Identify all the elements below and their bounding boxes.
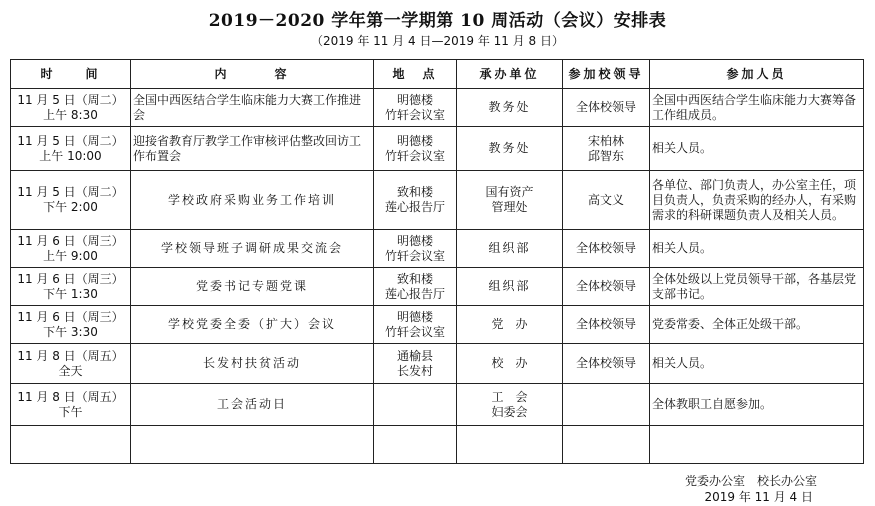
cell-content: 长发村扶贫活动 bbox=[131, 344, 374, 384]
cell-time bbox=[11, 426, 131, 464]
cell-organizer: 教务处 bbox=[457, 89, 563, 127]
cell-time: 11 月 5 日（周二） 下午 2:00 bbox=[11, 171, 131, 230]
cell-content: 工会活动日 bbox=[131, 384, 374, 426]
table-row bbox=[11, 127, 864, 171]
cell-organizer: 国有资产 管理处 bbox=[457, 171, 563, 230]
table-row-empty bbox=[11, 426, 864, 464]
cell-location: 致和楼 莲心报告厅 bbox=[374, 171, 457, 230]
cell-content: 学校政府采购业务工作培训 bbox=[131, 171, 374, 230]
cell-content: 学校党委全委（扩大）会议 bbox=[131, 306, 374, 344]
issuing-office: 党委办公室 校长办公室 bbox=[684, 474, 817, 488]
cell-content: 全国中西医结合学生临床能力大赛工作推进会 bbox=[131, 89, 374, 127]
cell-location: 明德楼 竹轩会议室 bbox=[374, 306, 457, 344]
cell-leaders: 全体校领导 bbox=[563, 230, 650, 268]
cell-location: 致和楼 莲心报告厅 bbox=[374, 268, 457, 306]
cell-location: 明德楼 竹轩会议室 bbox=[374, 127, 457, 171]
column-header-leaders: 参加校领导 bbox=[563, 60, 650, 89]
table-header-row bbox=[11, 60, 864, 89]
cell-leaders bbox=[563, 426, 650, 464]
cell-time: 11 月 8 日（周五） 下午 bbox=[11, 384, 131, 426]
table-row bbox=[11, 268, 864, 306]
cell-attendees: 全体处级以上党员领导干部，各基层党支部书记。 bbox=[650, 268, 864, 306]
cell-location: 通榆县 长发村 bbox=[374, 344, 457, 384]
cell-attendees: 相关人员。 bbox=[650, 127, 864, 171]
cell-leaders: 全体校领导 bbox=[563, 306, 650, 344]
cell-organizer: 组织部 bbox=[457, 268, 563, 306]
cell-organizer: 工 会 妇委会 bbox=[457, 384, 563, 426]
column-header-attendees: 参加人员 bbox=[650, 60, 864, 89]
cell-location: 明德楼 竹轩会议室 bbox=[374, 230, 457, 268]
cell-organizer bbox=[457, 426, 563, 464]
table-row bbox=[11, 306, 864, 344]
cell-attendees bbox=[650, 426, 864, 464]
cell-attendees: 全国中西医结合学生临床能力大赛筹备工作组成员。 bbox=[650, 89, 864, 127]
schedule-table bbox=[10, 59, 864, 464]
table-row bbox=[11, 89, 864, 127]
cell-content: 党委书记专题党课 bbox=[131, 268, 374, 306]
column-header-location: 地 点 bbox=[374, 60, 457, 89]
cell-attendees: 各单位、部门负责人，办公室主任，项目负责人，负责采购的经办人，有采购需求的科研课题负责人及相关人员。 bbox=[650, 171, 864, 230]
cell-content: 学校领导班子调研成果交流会 bbox=[131, 230, 374, 268]
cell-attendees: 党委常委、全体正处级干部。 bbox=[650, 306, 864, 344]
cell-leaders: 高文义 bbox=[563, 171, 650, 230]
cell-leaders: 全体校领导 bbox=[563, 268, 650, 306]
cell-content: 迎接省教育厅教学工作审核评估整改回访工作布置会 bbox=[131, 127, 374, 171]
cell-location bbox=[374, 426, 457, 464]
cell-time: 11 月 6 日（周三） 上午 9:00 bbox=[11, 230, 131, 268]
page-title: 2019－2020 学年第一学期第 10 周活动（会议）安排表 bbox=[208, 11, 667, 31]
cell-organizer: 教务处 bbox=[457, 127, 563, 171]
cell-organizer: 党 办 bbox=[457, 306, 563, 344]
cell-leaders: 全体校领导 bbox=[563, 89, 650, 127]
cell-organizer: 校 办 bbox=[457, 344, 563, 384]
column-header-time: 时 间 bbox=[11, 60, 131, 89]
column-header-content: 内 容 bbox=[131, 60, 374, 89]
column-header-organizer: 承办单位 bbox=[457, 60, 563, 89]
cell-time: 11 月 8 日（周五） 全天 bbox=[11, 344, 131, 384]
cell-leaders: 宋柏林 邱智东 bbox=[563, 127, 650, 171]
cell-location: 明德楼 竹轩会议室 bbox=[374, 89, 457, 127]
cell-time: 11 月 6 日（周三） 下午 3:30 bbox=[11, 306, 131, 344]
cell-organizer: 组织部 bbox=[457, 230, 563, 268]
cell-location bbox=[374, 384, 457, 426]
issue-date: 2019 年 11 月 4 日 bbox=[704, 490, 813, 504]
cell-time: 11 月 5 日（周二） 上午 8:30 bbox=[11, 89, 131, 127]
table-row bbox=[11, 230, 864, 268]
cell-attendees: 相关人员。 bbox=[650, 230, 864, 268]
table-row bbox=[11, 171, 864, 230]
date-range-subtitle: （2019 年 11 月 4 日—2019 年 11 月 8 日） bbox=[310, 34, 565, 48]
cell-content bbox=[131, 426, 374, 464]
table-row bbox=[11, 384, 864, 426]
cell-time: 11 月 5 日（周二） 上午 10:00 bbox=[11, 127, 131, 171]
table-row bbox=[11, 344, 864, 384]
cell-leaders: 全体校领导 bbox=[563, 344, 650, 384]
cell-attendees: 全体教职工自愿参加。 bbox=[650, 384, 864, 426]
cell-leaders bbox=[563, 384, 650, 426]
cell-attendees: 相关人员。 bbox=[650, 344, 864, 384]
cell-time: 11 月 6 日（周三） 下午 1:30 bbox=[11, 268, 131, 306]
